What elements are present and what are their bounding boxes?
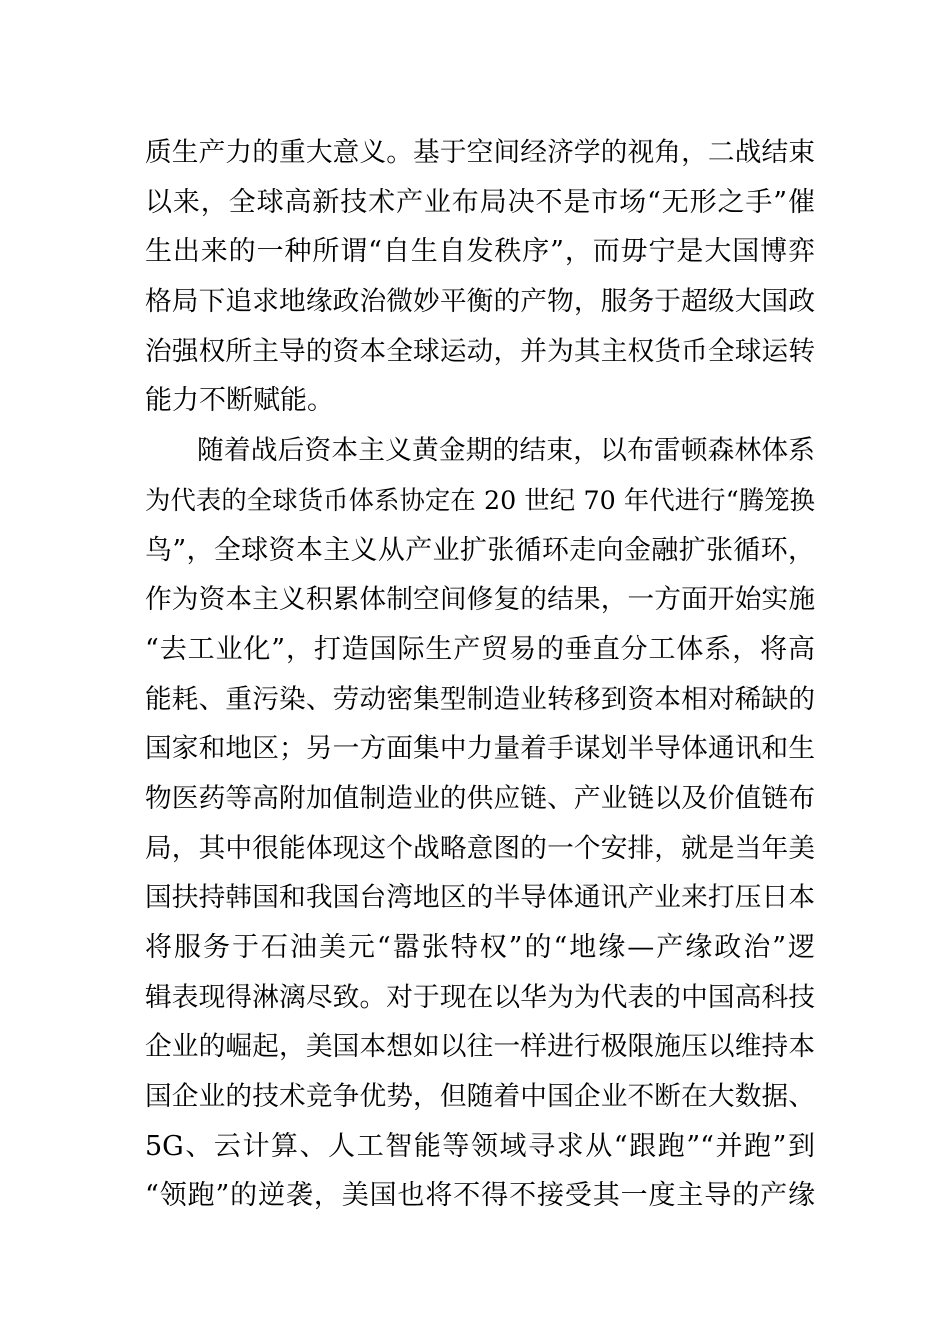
text-line: 国家和地区；另一方面集中力量着手谋划半导体通讯和生 <box>145 733 815 765</box>
text-line: 局，其中很能体现这个战略意图的一个安排，就是当年美 <box>145 832 815 864</box>
text-line: “去工业化”，打造国际生产贸易的垂直分工体系，将高 <box>145 633 815 665</box>
text-line: “领跑”的逆袭，美国也将不得不接受其一度主导的产缘 <box>145 1180 815 1212</box>
text-line: 为代表的全球货币体系协定在 20 世纪 70 年代进行“腾笼换 <box>145 484 815 515</box>
text-line: 国企业的技术竞争优势，但随着中国企业不断在大数据、 <box>145 1081 815 1113</box>
text-line: 能力不断赋能。 <box>145 385 334 417</box>
text-line: 治强权所主导的资本全球运动，并为其主权货币全球运转 <box>145 335 815 367</box>
text-line: 作为资本主义积累体制空间修复的结果，一方面开始实施 <box>145 584 815 616</box>
text-line: 企业的崛起，美国本想如以往一样进行极限施压以维持本 <box>145 1031 815 1063</box>
text-line: 国扶持韩国和我国台湾地区的半导体通讯产业来打压日本 <box>145 882 815 914</box>
text-line: 能耗、重污染、劳动密集型制造业转移到资本相对稀缺的 <box>145 683 815 715</box>
text-line: 生出来的一种所谓“自生自发秩序”，而毋宁是大国博弈 <box>145 236 815 268</box>
body-text <box>145 128 815 1221</box>
paragraph-first-line: 随着战后资本主义黄金期的结束，以布雷顿森林体系 <box>197 435 815 467</box>
text-line: 格局下追求地缘政治微妙平衡的产物，服务于超级大国政 <box>145 286 815 318</box>
text-line: 5G、云计算、人工智能等领域寻求从“跟跑”“并跑”到 <box>145 1130 815 1162</box>
text-line: 物医药等高附加值制造业的供应链、产业链以及价值链布 <box>145 782 815 814</box>
text-line: 辑表现得淋漓尽致。对于现在以华为为代表的中国高科技 <box>145 981 815 1013</box>
text-line: 质生产力的重大意义。基于空间经济学的视角，二战结束 <box>145 137 815 168</box>
text-line: 以来，全球高新技术产业布局决不是市场“无形之手”催 <box>145 186 815 218</box>
text-line: 将服务于石油美元“嚣张特权”的“地缘—产缘政治”逻 <box>145 932 815 963</box>
text-line: 鸟”，全球资本主义从产业扩张循环走向金融扩张循环， <box>145 534 815 566</box>
